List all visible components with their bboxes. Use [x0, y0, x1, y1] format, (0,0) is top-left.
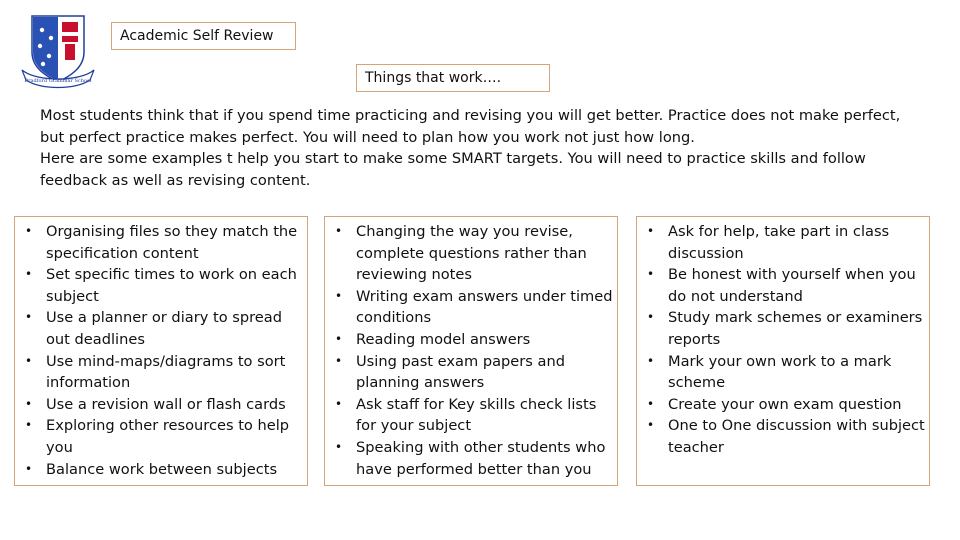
strategy-column-practice: [324, 216, 618, 486]
intro-text: [40, 105, 920, 191]
list-item: • Writing exam answers under timed conditions: [325, 286, 613, 329]
list-item: • Create your own exam question: [637, 394, 925, 416]
school-crest-icon: [18, 12, 98, 92]
list-item: • Set specific times to work on each subject: [15, 264, 303, 307]
list-item: • Using past exam papers and planning answers: [325, 351, 613, 394]
list-item: • Use a planner or diary to spread out deadlines: [15, 307, 303, 350]
list-item: • Study mark schemes or examiners reports: [637, 307, 925, 350]
list-item: • One to One discussion with subject teacher: [637, 415, 925, 458]
strategy-column-feedback: [636, 216, 930, 486]
list-item: • Organising files so they match the specification content: [15, 221, 303, 264]
intro-paragraph-2: Here are some examples t help you start to make some SMART targets. You will need to practice skills and follow feedback as well as revising content.: [40, 150, 866, 189]
intro-paragraph-1: Most students think that if you spend time practicing and revising you will get better. Practice does not make perfect, but perfect practice makes perfect. You will need to plan how you work not just how long.: [40, 107, 901, 146]
list-item: • Balance work between subjects: [15, 459, 303, 481]
list-item: • Exploring other resources to help you: [15, 415, 303, 458]
list-item: • Speaking with other students who have performed better than you: [325, 437, 613, 480]
strategy-list: [637, 221, 925, 459]
page-title: Academic Self Review: [111, 22, 296, 50]
list-item: • Use mind-maps/diagrams to sort information: [15, 351, 303, 394]
list-item: • Mark your own work to a mark scheme: [637, 351, 925, 394]
list-item: • Be honest with yourself when you do not understand: [637, 264, 925, 307]
crest-motto: Bradford Grammar School: [24, 78, 92, 84]
list-item: • Reading model answers: [325, 329, 613, 351]
strategy-list: [325, 221, 613, 480]
strategy-list: [15, 221, 303, 480]
section-subtitle: Things that work….: [356, 64, 550, 92]
strategy-column-organisation: [14, 216, 308, 486]
list-item: • Changing the way you revise, complete questions rather than reviewing notes: [325, 221, 613, 286]
list-item: • Use a revision wall or flash cards: [15, 394, 303, 416]
list-item: • Ask staff for Key skills check lists for your subject: [325, 394, 613, 437]
list-item: • Ask for help, take part in class discussion: [637, 221, 925, 264]
